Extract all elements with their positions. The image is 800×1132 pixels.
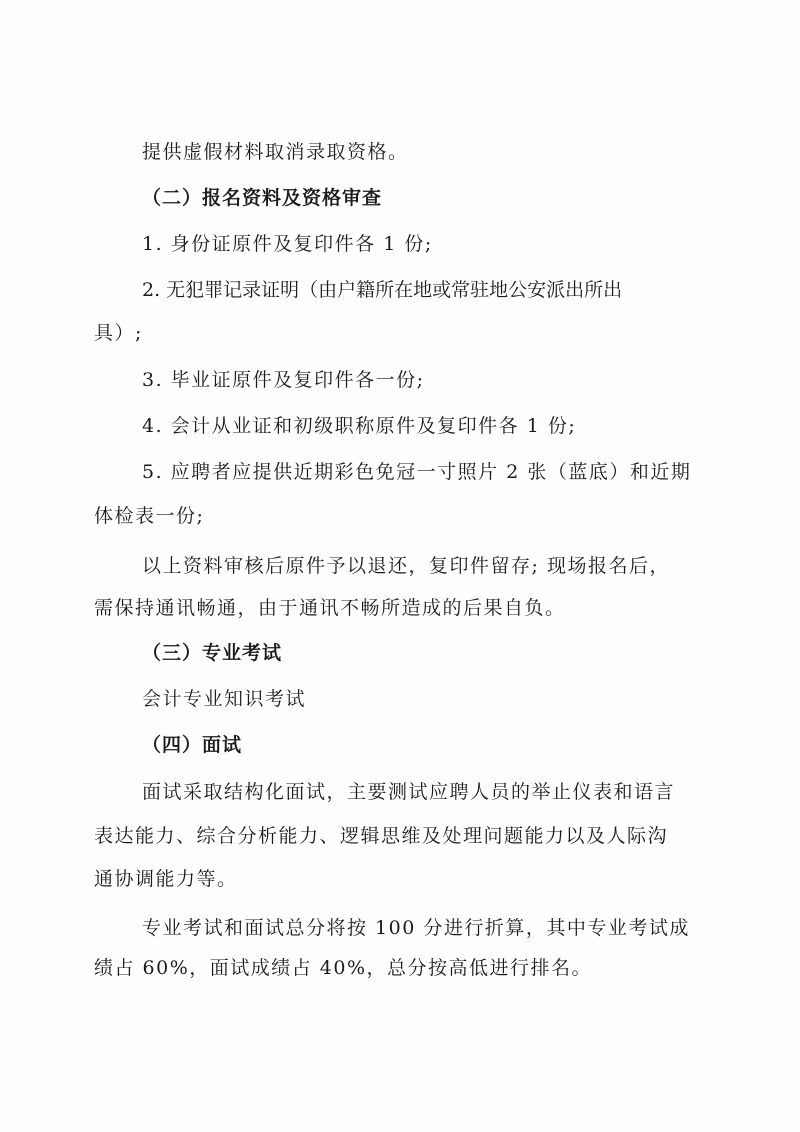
text-line: 表达能力、综合分析能力、逻辑思维及处理问题能力以及人际沟 bbox=[94, 825, 669, 847]
text-line: 以上资料审核后原件予以退还，复印件留存; 现场报名后， bbox=[142, 555, 670, 577]
list-item: 2. 无犯罪记录证明（由户籍所在地或常驻地公安派出所出 bbox=[142, 279, 623, 301]
section-heading: （四）面试 bbox=[142, 734, 243, 756]
list-item: 3. 毕业证原件及复印件各一份; bbox=[142, 369, 425, 391]
list-item: 5. 应聘者应提供近期彩色免冠一寸照片 2 张（蓝底）和近期 bbox=[142, 461, 692, 483]
text-line: 需保持通讯畅通，由于通讯不畅所造成的后果自负。 bbox=[94, 597, 566, 619]
text-line: 具）; bbox=[94, 322, 143, 344]
section-heading: （二）报名资料及资格审查 bbox=[142, 187, 383, 209]
text-line: 提供虚假材料取消录取资格。 bbox=[142, 141, 409, 163]
text-line: 会计专业知识考试 bbox=[142, 688, 307, 710]
list-item: 4. 会计从业证和初级职称原件及复印件各 1 份; bbox=[142, 415, 577, 437]
section-heading: （三）专业考试 bbox=[142, 642, 283, 664]
text-line: 专业考试和面试总分将按 100 分进行折算，其中专业考试成 bbox=[142, 917, 690, 939]
text-line: 面试采取结构化面试，主要测试应聘人员的举止仪表和语言 bbox=[142, 781, 676, 803]
list-item: 1. 身份证原件及复印件各 1 份; bbox=[142, 233, 433, 255]
text-line: 通协调能力等。 bbox=[94, 868, 238, 890]
text-line: 绩占 60%，面试成绩占 40%，总分按高低进行排名。 bbox=[94, 957, 593, 979]
text-line: 体检表一份; bbox=[94, 505, 205, 527]
